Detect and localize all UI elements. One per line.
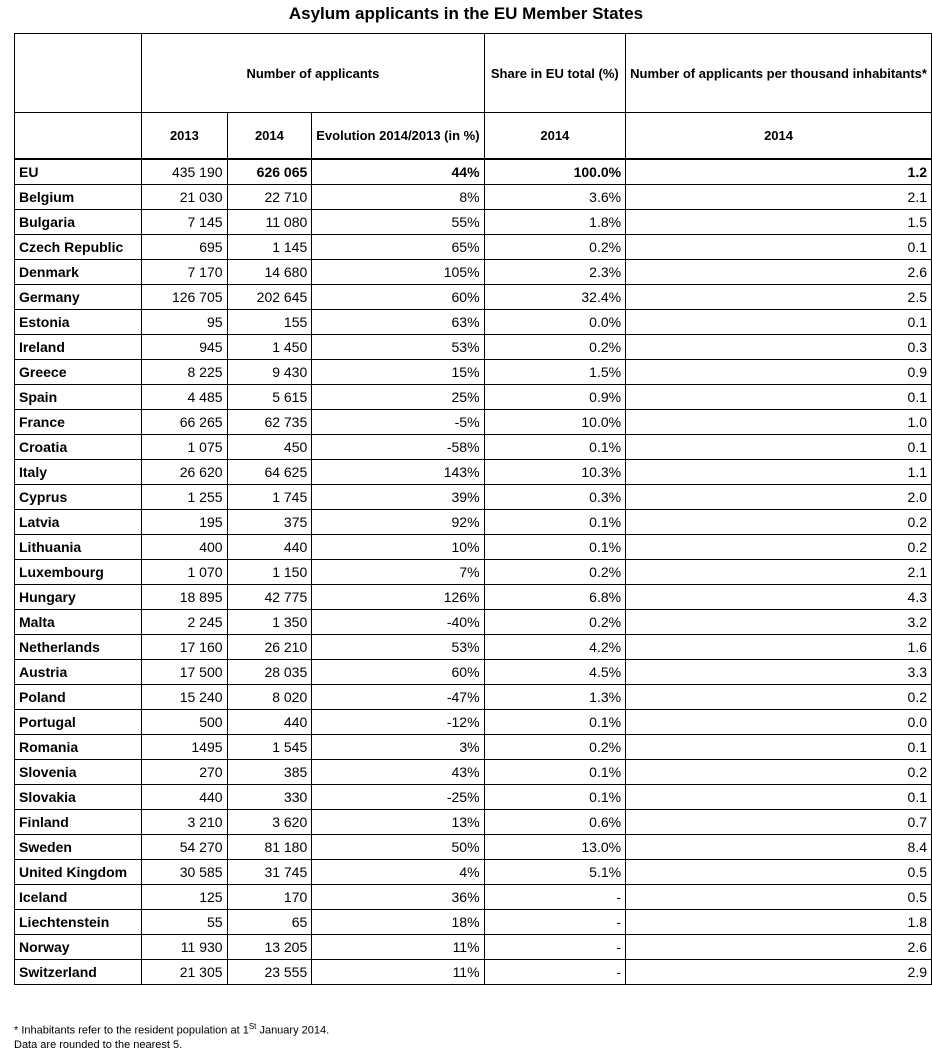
evolution-cell: 105% (312, 260, 484, 285)
applicants-2013-cell: 8 225 (142, 360, 227, 385)
footnote-line-1 (14, 1020, 329, 1038)
country-cell: Slovakia (15, 785, 142, 810)
evolution-cell: 10% (312, 535, 484, 560)
applicants-2013-cell: 17 160 (142, 635, 227, 660)
share-cell: 0.6% (484, 810, 626, 835)
applicants-2013-cell: 1 070 (142, 560, 227, 585)
table-row (15, 260, 932, 285)
applicants-2013-cell: 270 (142, 760, 227, 785)
applicants-2014-cell: 31 745 (227, 860, 312, 885)
applicants-2014-cell: 14 680 (227, 260, 312, 285)
share-cell: 0.2% (484, 610, 626, 635)
share-cell: 0.2% (484, 735, 626, 760)
applicants-2014-cell: 1 450 (227, 335, 312, 360)
share-cell: 0.1% (484, 760, 626, 785)
header-2013: 2013 (142, 113, 227, 160)
table-title: Asylum applicants in the EU Member States (288, 4, 644, 23)
share-cell: 32.4% (484, 285, 626, 310)
per-thousand-cell: 3.3 (626, 660, 932, 685)
applicants-2014-cell: 13 205 (227, 935, 312, 960)
table-row (15, 460, 932, 485)
country-cell: Romania (15, 735, 142, 760)
country-cell: Bulgaria (15, 210, 142, 235)
table-row (15, 910, 932, 935)
country-cell: Norway (15, 935, 142, 960)
share-cell: 0.1% (484, 710, 626, 735)
table-row (15, 335, 932, 360)
applicants-2013-cell: 95 (142, 310, 227, 335)
header-2014: 2014 (227, 113, 312, 160)
country-cell: Germany (15, 285, 142, 310)
applicants-2014-cell: 1 545 (227, 735, 312, 760)
share-cell: 0.2% (484, 560, 626, 585)
country-cell: Estonia (15, 310, 142, 335)
per-thousand-cell: 1.1 (626, 460, 932, 485)
per-thousand-cell: 2.0 (626, 485, 932, 510)
share-cell: 0.3% (484, 485, 626, 510)
evolution-cell: 60% (312, 660, 484, 685)
footnote-text-end: January 2014. (256, 1024, 330, 1037)
applicants-2013-cell: 126 705 (142, 285, 227, 310)
per-thousand-cell: 1.5 (626, 210, 932, 235)
applicants-2014-cell: 440 (227, 535, 312, 560)
applicants-2013-cell: 400 (142, 535, 227, 560)
applicants-2014-cell: 626 065 (227, 159, 312, 185)
table-row (15, 360, 932, 385)
evolution-cell: 65% (312, 235, 484, 260)
share-cell: 2.3% (484, 260, 626, 285)
applicants-2013-cell: 2 245 (142, 610, 227, 635)
applicants-2014-cell: 170 (227, 885, 312, 910)
country-cell: Austria (15, 660, 142, 685)
applicants-2014-cell: 28 035 (227, 660, 312, 685)
evolution-cell: 43% (312, 760, 484, 785)
per-thousand-cell: 1.0 (626, 410, 932, 435)
table-row (15, 235, 932, 260)
per-thousand-cell: 0.2 (626, 685, 932, 710)
applicants-2014-cell: 65 (227, 910, 312, 935)
table-row (15, 960, 932, 985)
share-cell: 0.0% (484, 310, 626, 335)
country-cell: Spain (15, 385, 142, 410)
evolution-cell: 92% (312, 510, 484, 535)
country-cell: Poland (15, 685, 142, 710)
applicants-2013-cell: 1495 (142, 735, 227, 760)
table-row (15, 660, 932, 685)
table-row (15, 860, 932, 885)
applicants-2013-cell: 21 305 (142, 960, 227, 985)
per-thousand-cell: 0.1 (626, 385, 932, 410)
table-row (15, 735, 932, 760)
applicants-2014-cell: 1 145 (227, 235, 312, 260)
share-cell: - (484, 885, 626, 910)
header-per-thousand-2014: 2014 (626, 113, 932, 160)
applicants-2013-cell: 3 210 (142, 810, 227, 835)
applicants-2014-cell: 1 745 (227, 485, 312, 510)
table-row-eu-total (15, 159, 932, 185)
share-cell: - (484, 935, 626, 960)
share-cell: 6.8% (484, 585, 626, 610)
applicants-2013-cell: 66 265 (142, 410, 227, 435)
country-cell: Cyprus (15, 485, 142, 510)
evolution-cell: -25% (312, 785, 484, 810)
header-blank-2 (15, 113, 142, 160)
country-cell: Czech Republic (15, 235, 142, 260)
evolution-cell: -5% (312, 410, 484, 435)
evolution-cell: -40% (312, 610, 484, 635)
applicants-2014-cell: 440 (227, 710, 312, 735)
evolution-cell: 4% (312, 860, 484, 885)
country-cell: EU (15, 159, 142, 185)
country-cell: United Kingdom (15, 860, 142, 885)
per-thousand-cell: 0.1 (626, 735, 932, 760)
table-row (15, 285, 932, 310)
evolution-cell: 8% (312, 185, 484, 210)
table-row (15, 560, 932, 585)
applicants-2013-cell: 54 270 (142, 835, 227, 860)
evolution-cell: 18% (312, 910, 484, 935)
applicants-2014-cell: 26 210 (227, 635, 312, 660)
table-body (15, 159, 932, 985)
applicants-2013-cell: 26 620 (142, 460, 227, 485)
per-thousand-cell: 1.2 (626, 159, 932, 185)
share-cell: 4.5% (484, 660, 626, 685)
per-thousand-cell: 0.2 (626, 760, 932, 785)
evolution-cell: 53% (312, 335, 484, 360)
country-cell: Denmark (15, 260, 142, 285)
header-share-2014: 2014 (484, 113, 626, 160)
country-cell: Iceland (15, 885, 142, 910)
per-thousand-cell: 0.5 (626, 885, 932, 910)
table-row (15, 610, 932, 635)
share-cell: 4.2% (484, 635, 626, 660)
applicants-2014-cell: 64 625 (227, 460, 312, 485)
per-thousand-cell: 0.1 (626, 235, 932, 260)
share-cell: 10.3% (484, 460, 626, 485)
table-row (15, 535, 932, 560)
table-row (15, 685, 932, 710)
applicants-2014-cell: 1 350 (227, 610, 312, 635)
table-row (15, 435, 932, 460)
applicants-2014-cell: 11 080 (227, 210, 312, 235)
table-row (15, 210, 932, 235)
table-row (15, 310, 932, 335)
per-thousand-cell: 0.1 (626, 785, 932, 810)
applicants-2013-cell: 15 240 (142, 685, 227, 710)
per-thousand-cell: 8.4 (626, 835, 932, 860)
evolution-cell: 11% (312, 935, 484, 960)
per-thousand-cell: 0.1 (626, 435, 932, 460)
applicants-2013-cell: 30 585 (142, 860, 227, 885)
country-cell: Belgium (15, 185, 142, 210)
evolution-cell: 13% (312, 810, 484, 835)
evolution-cell: -12% (312, 710, 484, 735)
country-cell: Malta (15, 610, 142, 635)
country-cell: Switzerland (15, 960, 142, 985)
applicants-2013-cell: 500 (142, 710, 227, 735)
applicants-2014-cell: 155 (227, 310, 312, 335)
applicants-2013-cell: 17 500 (142, 660, 227, 685)
table-row (15, 760, 932, 785)
applicants-2014-cell: 202 645 (227, 285, 312, 310)
country-cell: Greece (15, 360, 142, 385)
applicants-2014-cell: 1 150 (227, 560, 312, 585)
evolution-cell: 55% (312, 210, 484, 235)
applicants-2014-cell: 3 620 (227, 810, 312, 835)
evolution-cell: 63% (312, 310, 484, 335)
share-cell: 0.1% (484, 785, 626, 810)
footnote (14, 1020, 329, 1052)
country-cell: Italy (15, 460, 142, 485)
footnote-text: * Inhabitants refer to the resident population at 1 (14, 1024, 249, 1037)
table-row (15, 185, 932, 210)
header-blank (15, 34, 142, 113)
evolution-cell: 44% (312, 159, 484, 185)
share-cell: 13.0% (484, 835, 626, 860)
applicants-2013-cell: 440 (142, 785, 227, 810)
country-cell: Hungary (15, 585, 142, 610)
table-row (15, 410, 932, 435)
per-thousand-cell: 2.1 (626, 560, 932, 585)
share-cell: 1.8% (484, 210, 626, 235)
per-thousand-cell: 2.6 (626, 935, 932, 960)
applicants-2014-cell: 81 180 (227, 835, 312, 860)
applicants-2013-cell: 7 170 (142, 260, 227, 285)
applicants-2014-cell: 62 735 (227, 410, 312, 435)
per-thousand-cell: 0.7 (626, 810, 932, 835)
country-cell: Latvia (15, 510, 142, 535)
applicants-2014-cell: 9 430 (227, 360, 312, 385)
country-cell: Finland (15, 810, 142, 835)
header-number-of-applicants: Number of applicants (142, 34, 484, 113)
evolution-cell: 50% (312, 835, 484, 860)
share-cell: - (484, 910, 626, 935)
table-row (15, 635, 932, 660)
table-row (15, 885, 932, 910)
applicants-2014-cell: 8 020 (227, 685, 312, 710)
table-row (15, 785, 932, 810)
per-thousand-cell: 2.6 (626, 260, 932, 285)
per-thousand-cell: 2.9 (626, 960, 932, 985)
table-row (15, 710, 932, 735)
applicants-2014-cell: 5 615 (227, 385, 312, 410)
table-row (15, 810, 932, 835)
evolution-cell: 7% (312, 560, 484, 585)
evolution-cell: 143% (312, 460, 484, 485)
evolution-cell: 3% (312, 735, 484, 760)
applicants-2013-cell: 125 (142, 885, 227, 910)
evolution-cell: 11% (312, 960, 484, 985)
evolution-cell: 126% (312, 585, 484, 610)
table-row (15, 485, 932, 510)
table-row (15, 585, 932, 610)
applicants-2013-cell: 945 (142, 335, 227, 360)
table-row (15, 510, 932, 535)
evolution-cell: -47% (312, 685, 484, 710)
table-row (15, 385, 932, 410)
share-cell: 3.6% (484, 185, 626, 210)
table-row (15, 935, 932, 960)
footnote-line-2: Data are rounded to the nearest 5. (14, 1038, 183, 1051)
per-thousand-cell: 0.2 (626, 510, 932, 535)
per-thousand-cell: 2.5 (626, 285, 932, 310)
country-cell: Slovenia (15, 760, 142, 785)
applicants-2013-cell: 695 (142, 235, 227, 260)
country-cell: Lithuania (15, 535, 142, 560)
per-thousand-cell: 0.0 (626, 710, 932, 735)
applicants-2013-cell: 11 930 (142, 935, 227, 960)
header-share: Share in EU total (%) (484, 34, 626, 113)
evolution-cell: 39% (312, 485, 484, 510)
evolution-cell: 36% (312, 885, 484, 910)
evolution-cell: -58% (312, 435, 484, 460)
applicants-2014-cell: 450 (227, 435, 312, 460)
per-thousand-cell: 1.8 (626, 910, 932, 935)
country-cell: Netherlands (15, 635, 142, 660)
per-thousand-cell: 0.1 (626, 310, 932, 335)
header-evolution: Evolution 2014/2013 (in %) (312, 113, 484, 160)
header-per-thousand: Number of applicants per thousand inhabitants* (626, 34, 932, 113)
evolution-cell: 15% (312, 360, 484, 385)
evolution-cell: 53% (312, 635, 484, 660)
table-row (15, 835, 932, 860)
applicants-2014-cell: 385 (227, 760, 312, 785)
applicants-2013-cell: 195 (142, 510, 227, 535)
applicants-2013-cell: 4 485 (142, 385, 227, 410)
per-thousand-cell: 0.3 (626, 335, 932, 360)
share-cell: 0.9% (484, 385, 626, 410)
applicants-2014-cell: 23 555 (227, 960, 312, 985)
share-cell: 1.5% (484, 360, 626, 385)
applicants-2014-cell: 375 (227, 510, 312, 535)
country-cell: Liechtenstein (15, 910, 142, 935)
applicants-2013-cell: 1 075 (142, 435, 227, 460)
per-thousand-cell: 0.9 (626, 360, 932, 385)
share-cell: 0.1% (484, 535, 626, 560)
per-thousand-cell: 1.6 (626, 635, 932, 660)
asylum-table (14, 33, 932, 985)
country-cell: Croatia (15, 435, 142, 460)
country-cell: Sweden (15, 835, 142, 860)
country-cell: France (15, 410, 142, 435)
per-thousand-cell: 2.1 (626, 185, 932, 210)
footnote-superscript: St (248, 1022, 257, 1031)
country-cell: Luxembourg (15, 560, 142, 585)
share-cell: 1.3% (484, 685, 626, 710)
per-thousand-cell: 0.2 (626, 535, 932, 560)
applicants-2013-cell: 21 030 (142, 185, 227, 210)
applicants-2014-cell: 330 (227, 785, 312, 810)
share-cell: 10.0% (484, 410, 626, 435)
country-cell: Portugal (15, 710, 142, 735)
share-cell: 0.1% (484, 435, 626, 460)
evolution-cell: 25% (312, 385, 484, 410)
share-cell: 0.2% (484, 235, 626, 260)
per-thousand-cell: 3.2 (626, 610, 932, 635)
share-cell: - (484, 960, 626, 985)
applicants-2013-cell: 435 190 (142, 159, 227, 185)
applicants-2013-cell: 55 (142, 910, 227, 935)
country-cell: Ireland (15, 335, 142, 360)
applicants-2013-cell: 7 145 (142, 210, 227, 235)
share-cell: 0.1% (484, 510, 626, 535)
share-cell: 0.2% (484, 335, 626, 360)
per-thousand-cell: 0.5 (626, 860, 932, 885)
applicants-2014-cell: 42 775 (227, 585, 312, 610)
applicants-2013-cell: 1 255 (142, 485, 227, 510)
applicants-2014-cell: 22 710 (227, 185, 312, 210)
applicants-2013-cell: 18 895 (142, 585, 227, 610)
evolution-cell: 60% (312, 285, 484, 310)
share-cell: 5.1% (484, 860, 626, 885)
per-thousand-cell: 4.3 (626, 585, 932, 610)
share-cell: 100.0% (484, 159, 626, 185)
